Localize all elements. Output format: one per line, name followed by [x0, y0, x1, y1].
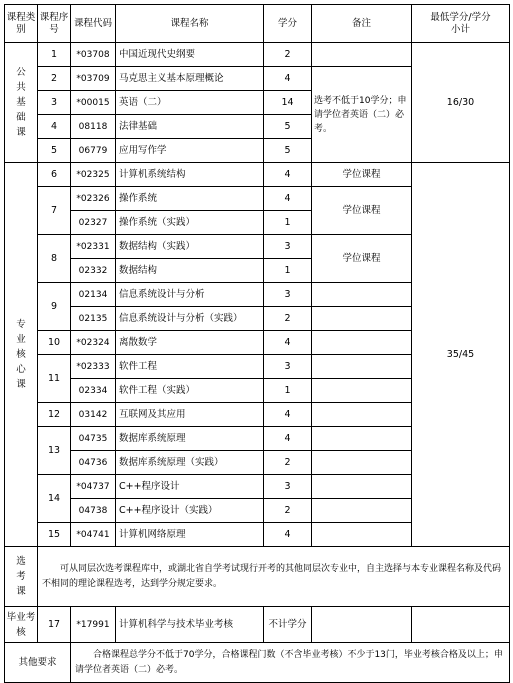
course-name: 计算机系统结构 [116, 163, 264, 187]
course-code: *02326 [71, 187, 116, 211]
remark-empty [312, 451, 412, 475]
course-credit: 2 [264, 43, 312, 67]
course-credit: 2 [264, 307, 312, 331]
course-code: 02134 [71, 283, 116, 307]
course-credit: 5 [264, 139, 312, 163]
course-name: 计算机科学与技术毕业考核 [116, 607, 264, 643]
course-name: 数据库系统原理 [116, 427, 264, 451]
course-seq: 5 [38, 139, 71, 163]
course-seq: 2 [38, 67, 71, 91]
course-code: 04735 [71, 427, 116, 451]
course-credit: 5 [264, 115, 312, 139]
course-credit: 4 [264, 427, 312, 451]
remark-empty [312, 499, 412, 523]
category-public-label: 公共基础课 [16, 67, 26, 138]
course-credit: 4 [264, 523, 312, 547]
elective-row [5, 547, 510, 607]
remark-empty [312, 43, 412, 67]
course-name: C++程序设计（实践） [116, 499, 264, 523]
course-code: 02332 [71, 259, 116, 283]
course-seq: 13 [38, 427, 71, 475]
course-code: 02334 [71, 379, 116, 403]
course-seq: 11 [38, 355, 71, 403]
course-credit: 4 [264, 163, 312, 187]
course-credit: 4 [264, 187, 312, 211]
elective-text: 可从同层次选考课程库中，或湖北省自学考试现行开考的其他同层次专业中，自主选择与本专业课程名称及代码不相同的理论课程选考，达到学分规定要求。 [38, 547, 510, 607]
header-credit: 学分 [264, 5, 312, 43]
course-name: C++程序设计 [116, 475, 264, 499]
category-major [5, 163, 38, 547]
course-seq: 4 [38, 115, 71, 139]
category-other: 其他要求 [5, 643, 71, 683]
course-code: *04737 [71, 475, 116, 499]
course-name: 信息系统设计与分析（实践） [116, 307, 264, 331]
course-credit: 3 [264, 355, 312, 379]
course-name: 应用写作学 [116, 139, 264, 163]
course-credit: 3 [264, 283, 312, 307]
category-major-label: 专业核心课 [16, 319, 26, 390]
course-seq: 12 [38, 403, 71, 427]
major-min-credit: 35/45 [412, 163, 510, 547]
course-name: 信息系统设计与分析 [116, 283, 264, 307]
course-name: 操作系统（实践） [116, 211, 264, 235]
course-seq: 9 [38, 283, 71, 331]
course-code: 06779 [71, 139, 116, 163]
course-code: *17991 [71, 607, 116, 643]
remark-empty [312, 427, 412, 451]
graduation-row [5, 607, 510, 643]
header-name: 课程名称 [116, 5, 264, 43]
header-row [5, 5, 510, 43]
course-code: *03708 [71, 43, 116, 67]
course-code: *02333 [71, 355, 116, 379]
course-code: 04738 [71, 499, 116, 523]
remark-empty [312, 475, 412, 499]
course-credit: 2 [264, 499, 312, 523]
course-code: 04736 [71, 451, 116, 475]
course-credit: 1 [264, 211, 312, 235]
remark-empty [312, 283, 412, 307]
course-name: 数据结构（实践） [116, 235, 264, 259]
remark-empty [312, 331, 412, 355]
header-code: 课程代码 [71, 5, 116, 43]
course-name: 中国近现代史纲要 [116, 43, 264, 67]
remark-empty [312, 403, 412, 427]
course-seq: 15 [38, 523, 71, 547]
course-code: *04741 [71, 523, 116, 547]
course-name: 互联网及其应用 [116, 403, 264, 427]
other-row [5, 643, 510, 683]
course-seq: 8 [38, 235, 71, 283]
remark-empty [312, 379, 412, 403]
course-credit: 3 [264, 475, 312, 499]
course-code: *02331 [71, 235, 116, 259]
course-name: 数据结构 [116, 259, 264, 283]
public-remark: 选考不低于10学分；申请学位者英语（二）必考。 [312, 67, 412, 163]
header-category: 课程类别 [5, 5, 38, 43]
course-code: 02135 [71, 307, 116, 331]
course-seq: 10 [38, 331, 71, 355]
degree-remark: 学位课程 [312, 187, 412, 235]
course-code: 02327 [71, 211, 116, 235]
course-seq: 17 [38, 607, 71, 643]
course-credit: 4 [264, 67, 312, 91]
course-code: 08118 [71, 115, 116, 139]
public-min-credit: 16/30 [412, 43, 510, 163]
course-seq: 3 [38, 91, 71, 115]
course-seq: 1 [38, 43, 71, 67]
other-text: 合格课程总学分不低于70学分，合格课程门数（不含毕业考核）不少于13门，毕业考核合格及以上；申请学位者英语（二）必考。 [71, 643, 510, 683]
course-name: 计算机网络原理 [116, 523, 264, 547]
curriculum-table-wrapper [4, 4, 510, 683]
course-credit: 3 [264, 235, 312, 259]
course-name: 数据库系统原理（实践） [116, 451, 264, 475]
course-name: 离散数学 [116, 331, 264, 355]
header-min-credit: 最低学分/学分小计 [412, 5, 510, 43]
course-name: 软件工程 [116, 355, 264, 379]
degree-remark: 学位课程 [312, 163, 412, 187]
course-code: *00015 [71, 91, 116, 115]
course-credit: 14 [264, 91, 312, 115]
header-remark: 备注 [312, 5, 412, 43]
course-credit: 2 [264, 451, 312, 475]
remark-empty [312, 607, 412, 643]
table-row [5, 163, 510, 187]
remark-empty [312, 307, 412, 331]
degree-remark: 学位课程 [312, 235, 412, 283]
table-row [5, 43, 510, 67]
course-credit: 4 [264, 331, 312, 355]
course-name: 英语（二） [116, 91, 264, 115]
course-name: 软件工程（实践） [116, 379, 264, 403]
category-graduation: 毕业考核 [5, 607, 38, 643]
course-name: 法律基础 [116, 115, 264, 139]
course-code: *03709 [71, 67, 116, 91]
course-code: *02324 [71, 331, 116, 355]
course-seq: 14 [38, 475, 71, 523]
course-name: 操作系统 [116, 187, 264, 211]
course-code: 03142 [71, 403, 116, 427]
course-seq: 7 [38, 187, 71, 235]
course-credit: 4 [264, 403, 312, 427]
course-seq: 6 [38, 163, 71, 187]
course-credit: 1 [264, 259, 312, 283]
course-code: *02325 [71, 163, 116, 187]
category-public [5, 43, 38, 163]
course-credit: 不计学分 [264, 607, 312, 643]
curriculum-table [4, 4, 510, 683]
header-seq: 课程序号 [38, 5, 71, 43]
course-credit: 1 [264, 379, 312, 403]
min-credit-empty [412, 607, 510, 643]
category-elective-label: 选考课 [16, 556, 26, 597]
category-elective [5, 547, 38, 607]
course-name: 马克思主义基本原理概论 [116, 67, 264, 91]
remark-empty [312, 523, 412, 547]
remark-empty [312, 355, 412, 379]
